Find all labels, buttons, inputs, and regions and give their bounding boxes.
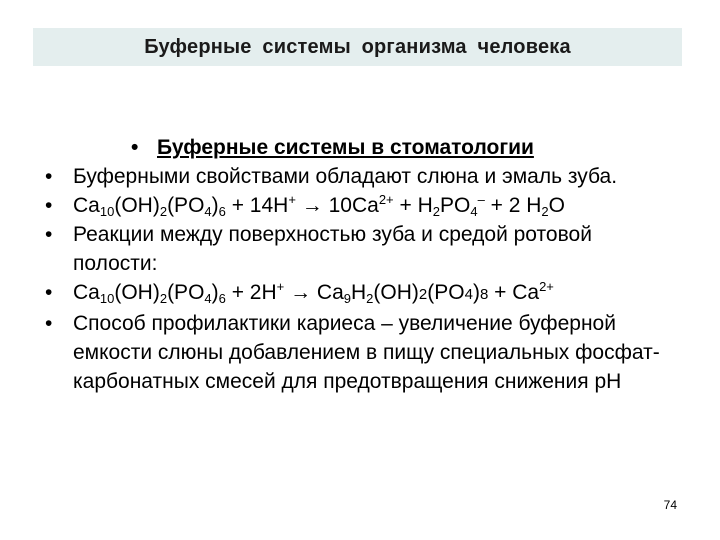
section-heading: Буферные системы в стоматологии (157, 136, 534, 159)
list-item-equation-1 (45, 191, 675, 220)
bullet: • (131, 136, 139, 159)
equation: $Ca_{10}(OH)_2(PO_4)_6 + 14H^+ \to 10Ca^{2+} + H_2PO_4^- + 2$ $H_2O$ (73, 192, 565, 219)
list-item-text: Буферными свойствами обладают слюна и эмаль зуба. (73, 165, 618, 188)
bullet: • (45, 165, 53, 188)
list-item-text: Способ профилактики кариеса – увеличение буферной емкости слюны добавлением в пищу специальных фосфат-карбонатных смесей для предотвращения снижения рН (73, 312, 660, 393)
title-bar (33, 28, 682, 66)
list-item (45, 220, 675, 278)
list-item-equation-2 (45, 278, 675, 309)
list-item-heading (45, 133, 675, 162)
page-title: Буферные системы организма человека (144, 35, 571, 58)
equation: $Ca_{10}(OH)_2(PO_4)_6 + 2H^+ \to Ca_9H_2(OH)2(PO4)8 + Ca^{2+}$ (73, 279, 554, 306)
bullet-list (45, 133, 675, 396)
list-item (45, 162, 675, 191)
page-number: 74 (663, 498, 677, 512)
list-item (45, 309, 675, 396)
bullet: • (45, 312, 53, 335)
bullet: • (45, 194, 53, 217)
list-item-text: Реакции между поверхностью зуба и средой ротовой полости: (73, 223, 592, 275)
bullet: • (45, 281, 53, 304)
bullet: • (45, 223, 53, 246)
